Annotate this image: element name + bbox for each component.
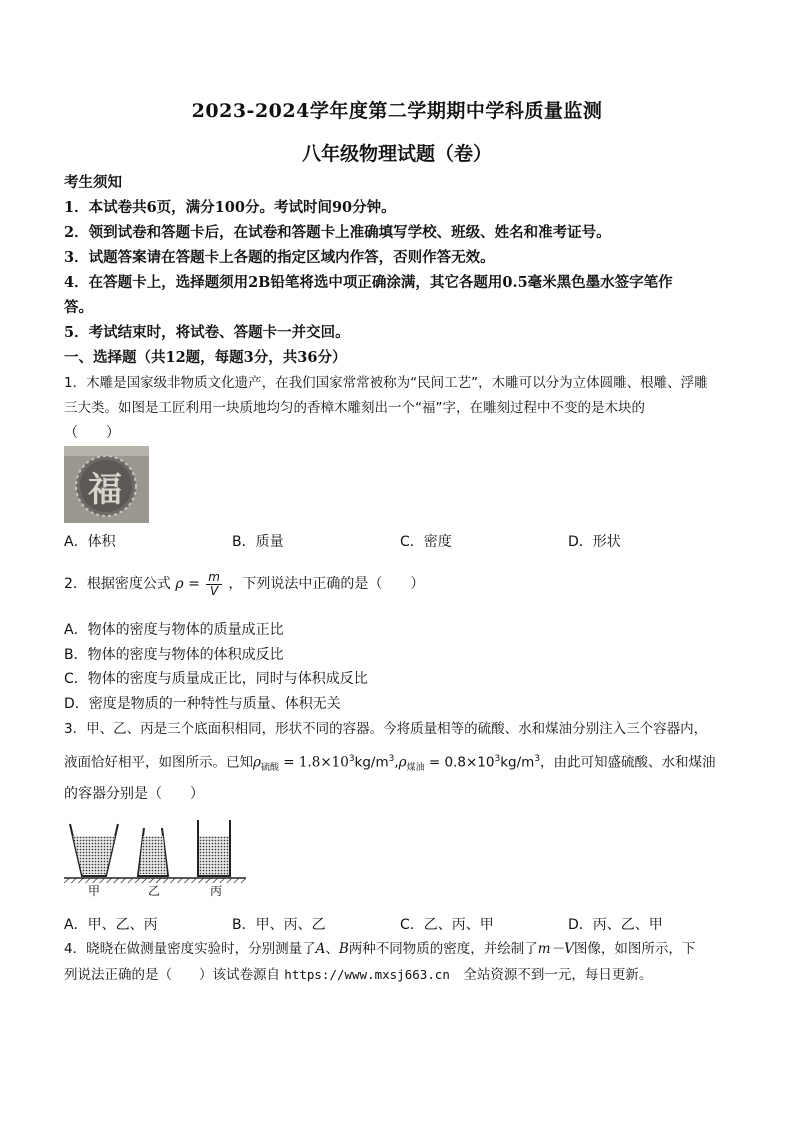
q2-option-a: A．物体的密度与物体的质量成正比 bbox=[64, 622, 284, 638]
unit-exponent: 3 bbox=[388, 754, 395, 764]
separator: , bbox=[394, 754, 399, 771]
q1-line: 1．木雕是国家级非物质文化遗产，在我们国家常常被称为“民间工艺”，木雕可以分为立体圆雕、根雕、浮雕 bbox=[64, 375, 708, 391]
q4-text: 图像，如图所示，下 bbox=[573, 941, 696, 957]
substance-a: A bbox=[315, 941, 326, 957]
q3-line: 3．甲、乙、丙是三个底面积相同，形状不同的容器。今将质量相等的硫酸、水和煤油分别注入三个容器内， bbox=[64, 721, 708, 737]
rho-subscript: 煤油 bbox=[406, 763, 425, 774]
rho-symbol: ρ bbox=[398, 754, 407, 771]
q4-text: 列说法正确的是（ ）该试卷源自 bbox=[64, 967, 285, 983]
notice-item: 3．试题答案请在答题卡上各题的指定区域内作答，否则作答无效。 bbox=[64, 249, 495, 266]
density-value: = 0.8×10 bbox=[424, 754, 495, 771]
q1-line: （ ） bbox=[64, 425, 120, 441]
q4-text: 两种不同物质的密度，并绘制了 bbox=[348, 941, 538, 957]
rho-symbol: ρ bbox=[253, 754, 261, 771]
substance-b: B bbox=[338, 941, 349, 957]
notice-item: 4．在答题卡上，选择题须用2B铅笔将选中项正确涂满，其它各题用0.5毫米黑色墨水签字笔作 bbox=[64, 274, 673, 291]
fu-character: 福 bbox=[88, 470, 122, 510]
woodcarving-fu-image bbox=[64, 446, 149, 523]
q2-suffix: ，下列说法中正确的是（ ） bbox=[228, 576, 425, 592]
unit: kg/m bbox=[354, 754, 389, 771]
q3-option-c: C．乙、丙、甲 bbox=[400, 917, 494, 933]
container-label-jia: 甲 bbox=[88, 884, 101, 898]
unit: kg/m bbox=[500, 754, 535, 771]
separator: 、 bbox=[325, 941, 339, 957]
q1-option-d: D．形状 bbox=[568, 534, 621, 550]
container-label-yi: 乙 bbox=[148, 884, 161, 898]
q1-option-b: B．质量 bbox=[232, 534, 284, 550]
q3-text: 液面恰好相平，如图所示。已知 bbox=[64, 754, 253, 771]
notice-item: 2．领到试卷和答题卡后，在试卷和答题卡上准确填写学校、班级、姓名和准考证号。 bbox=[64, 224, 611, 241]
q1-options bbox=[64, 531, 734, 553]
q3-option-a: A．甲、乙、丙 bbox=[64, 917, 158, 933]
containers-figure bbox=[64, 812, 246, 900]
exam-subtitle: 八年级物理试题（卷） bbox=[301, 143, 492, 165]
q3-option-d: D．丙、乙、甲 bbox=[568, 917, 663, 933]
notice-item: 1．本试卷共6页，满分100分。考试时间90分钟。 bbox=[64, 199, 396, 216]
m-v-symbol: m－V bbox=[537, 941, 574, 957]
density-value: = 1.8×10 bbox=[278, 754, 349, 771]
q1-line: 三大类。如图是工匠利用一块质地均匀的香樟木雕刻出一个“福”字，在雕刻过程中不变的是木块的 bbox=[64, 400, 645, 416]
rho-symbol: ρ bbox=[175, 576, 184, 592]
q2-option-c: C．物体的密度与质量成正比，同时与体积成反比 bbox=[64, 671, 368, 687]
q4-line1 bbox=[64, 937, 736, 962]
q4-text: 4．晓晓在做测量密度实验时，分别测量了 bbox=[64, 941, 316, 957]
q2-option-b: B．物体的密度与物体的体积成反比 bbox=[64, 647, 284, 663]
exponent: 3 bbox=[348, 754, 355, 764]
fraction-numerator: m bbox=[208, 569, 220, 584]
exponent: 3 bbox=[494, 754, 501, 764]
q2-prefix: 2．根据密度公式 bbox=[64, 576, 171, 592]
rho-subscript: 硫酸 bbox=[260, 763, 279, 774]
q2-option-d: D．密度是物质的一种特性与质量、体积无关 bbox=[64, 696, 341, 712]
notice-heading: 考生须知 bbox=[64, 174, 122, 191]
q1-option-c: C．密度 bbox=[400, 534, 452, 550]
notice-item: 答。 bbox=[64, 299, 93, 316]
section-title: 一、选择题（共12题，每题3分，共36分） bbox=[64, 349, 347, 366]
q3-line: 的容器分别是（ ） bbox=[64, 786, 204, 802]
q1-option-a: A．体积 bbox=[64, 534, 116, 550]
source-url-link[interactable]: https://www.mxsj663.cn bbox=[284, 967, 450, 982]
q3-options bbox=[64, 914, 734, 936]
q4-line2 bbox=[64, 962, 736, 988]
fraction-denominator: V bbox=[209, 583, 219, 598]
q4-text: 全站资源不到一元，每日更新。 bbox=[449, 967, 653, 983]
notice-item: 5．考试结束时，将试卷、答题卡一并交回。 bbox=[64, 324, 350, 341]
q3-option-b: B．甲、丙、乙 bbox=[232, 917, 326, 933]
equals-sign: = bbox=[188, 576, 200, 592]
container-label-bing: 丙 bbox=[210, 884, 223, 898]
unit-exponent: 3 bbox=[534, 754, 541, 764]
q3-line2 bbox=[64, 747, 736, 781]
q2-stem bbox=[64, 568, 736, 600]
exam-title: 2023-2024学年度第二学期期中学科质量监测 bbox=[191, 100, 603, 122]
q3-text: ，由此可知盛硫酸、水和煤油 bbox=[540, 754, 716, 771]
density-fraction bbox=[206, 571, 222, 598]
